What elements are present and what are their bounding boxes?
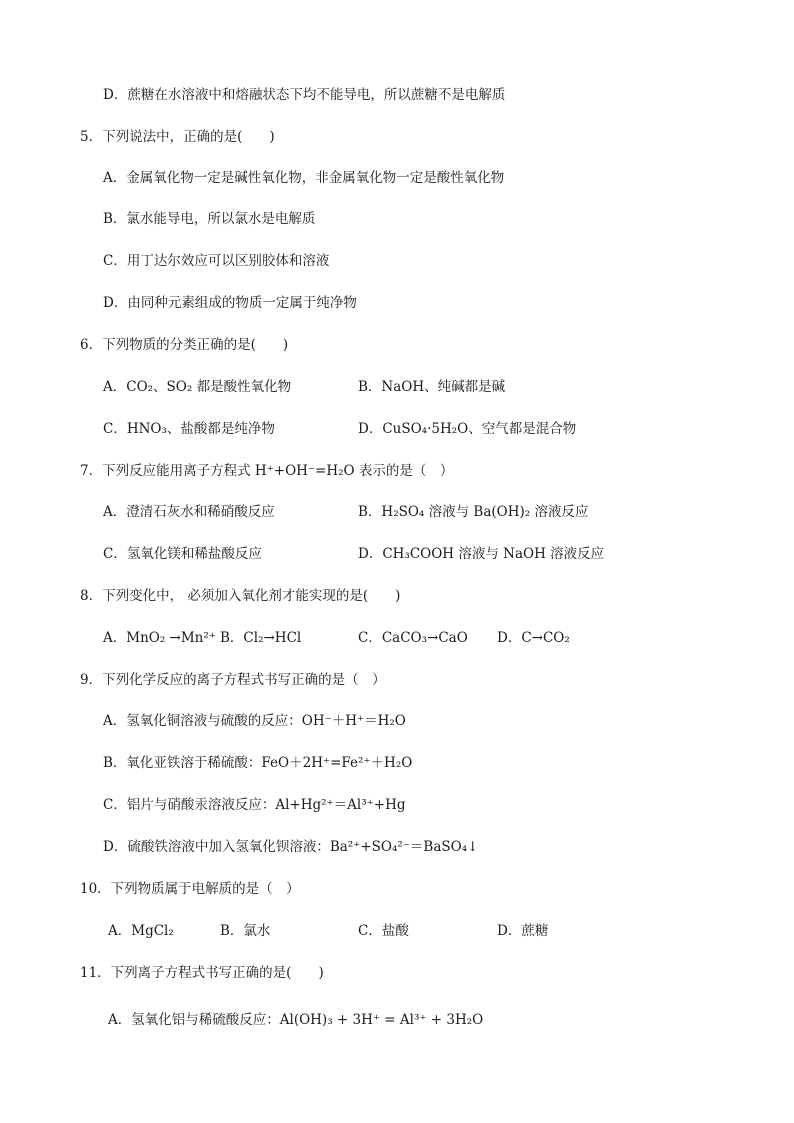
q7-option-c: C．氢氧化镁和稀盐酸反应	[103, 546, 262, 562]
q6-option-a: A．CO₂、SO₂ 都是酸性氧化物	[103, 379, 292, 395]
q9-option-d: D．硫酸铁溶液中加入氢氧化钡溶液：Ba²⁺+SO₄²⁻＝BaSO₄↓	[103, 839, 479, 855]
q6-stem: 6．下列物质的分类正确的是( )	[80, 337, 289, 353]
q6-option-b: B．NaOH、纯碱都是碱	[358, 379, 506, 395]
q4-option-d: D．蔗糖在水溶液中和熔融状态下均不能导电，所以蔗糖不是电解质	[103, 87, 506, 103]
q5-option-c: C．用丁达尔效应可以区别胶体和溶液	[103, 253, 330, 269]
q9-option-a: A．氢氧化铜溶液与硫酸的反应：OH⁻＋H⁺＝H₂O	[103, 713, 406, 729]
q9-stem: 9．下列化学反应的离子方程式书写正确的是（ ）	[80, 672, 386, 688]
q9-option-b: B．氧化亚铁溶于稀硫酸：FeO＋2H⁺=Fe²⁺＋H₂O	[103, 755, 413, 771]
q5-stem: 5．下列说法中，正确的是( )	[80, 129, 275, 145]
q5-option-b: B．氯水能导电，所以氯水是电解质	[103, 211, 316, 227]
q7-option-a: A．澄清石灰水和稀硝酸反应	[103, 504, 275, 520]
q7-option-b: B．H₂SO₄ 溶液与 Ba(OH)₂ 溶液反应	[358, 504, 589, 520]
q6-option-d: D．CuSO₄·5H₂O、空气都是混合物	[358, 421, 577, 437]
q9-option-c: C．铝片与硝酸汞溶液反应：Al+Hg²⁺＝Al³⁺+Hg	[103, 797, 406, 813]
q10-option-b: B．氯水	[220, 923, 271, 939]
q6-option-c: C．HNO₃、盐酸都是纯净物	[103, 421, 275, 437]
q5-option-a: A．金属氧化物一定是碱性氧化物，非金属氧化物一定是酸性氧化物	[103, 170, 505, 186]
q5-option-d: D．由同种元素组成的物质一定属于纯净物	[103, 295, 357, 311]
q8-option-b: B．Cl₂→HCl	[220, 630, 302, 646]
q10-stem: 10．下列物质属于电解质的是（ ）	[80, 881, 300, 897]
q8-option-c: C．CaCO₃→CaO	[358, 630, 468, 646]
q10-option-a: A．MgCl₂	[108, 923, 174, 939]
q10-option-c: C．盐酸	[358, 923, 409, 939]
q7-stem: 7．下列反应能用离子方程式 H⁺+OH⁻=H₂O 表示的是（ ）	[80, 463, 454, 479]
q11-option-a: A．氢氧化铝与稀硫酸反应：Al(OH)₃ + 3H⁺ = Al³⁺ + 3H₂O	[108, 1012, 484, 1028]
q8-stem: 8．下列变化中， 必须加入氧化剂才能实现的是( )	[80, 588, 401, 604]
q7-option-d: D．CH₃COOH 溶液与 NaOH 溶液反应	[358, 546, 605, 562]
q10-option-d: D．蔗糖	[497, 923, 549, 939]
q11-stem: 11．下列离子方程式书写正确的是( )	[80, 965, 324, 981]
q8-option-a: A．MnO₂ →Mn²⁺	[103, 630, 216, 646]
q8-option-d: D．C→CO₂	[497, 630, 570, 646]
